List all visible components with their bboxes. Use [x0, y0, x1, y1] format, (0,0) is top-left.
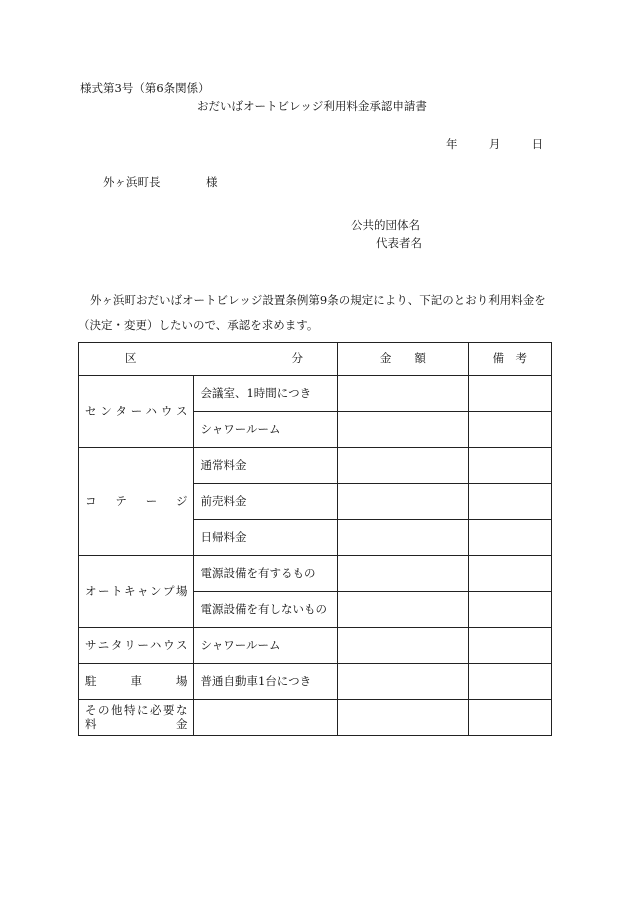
remarks-cell[interactable]: [468, 556, 551, 592]
date-year: 年: [446, 137, 458, 151]
amount-cell[interactable]: [338, 664, 469, 700]
category-other-line2: 料金: [85, 716, 188, 731]
table-row: [79, 376, 552, 412]
body-text-line-2: （決定・変更）したいので、承認を求めます。: [78, 318, 319, 332]
remarks-cell[interactable]: [468, 592, 551, 628]
category-other-fees: [79, 700, 194, 736]
category-cottage: コテージ: [79, 448, 194, 556]
addressee: 外ヶ浜町長: [103, 175, 161, 189]
header-kubun: [79, 343, 338, 376]
item-shower-room: シャワールーム: [194, 628, 338, 664]
table-header-row: [79, 343, 552, 376]
remarks-cell[interactable]: [468, 664, 551, 700]
remarks-cell[interactable]: [468, 448, 551, 484]
item-with-power: 電源設備を有するもの: [194, 556, 338, 592]
item-other[interactable]: [194, 700, 338, 736]
header-kubun-right: 分: [291, 351, 303, 366]
amount-cell[interactable]: [338, 628, 469, 664]
header-kubun-left: 区: [125, 351, 137, 366]
document-title: おだいばオートビレッジ利用料金承認申請書: [197, 99, 427, 113]
category-sanitary-house: サニタリーハウス: [79, 628, 194, 664]
form-number: 様式第3号（第6条関係）: [80, 81, 210, 95]
header-amount: 金 額: [338, 343, 469, 376]
remarks-cell[interactable]: [468, 484, 551, 520]
table-row: [79, 664, 552, 700]
category-center-house: センターハウス: [79, 376, 194, 448]
remarks-cell[interactable]: [468, 520, 551, 556]
amount-cell[interactable]: [338, 376, 469, 412]
header-remarks: 備 考: [468, 343, 551, 376]
amount-cell[interactable]: [338, 448, 469, 484]
item-per-car: 普通自動車1台につき: [194, 664, 338, 700]
item-meeting-room: 会議室、1時間につき: [194, 376, 338, 412]
remarks-cell[interactable]: [468, 700, 551, 736]
item-day-fee: 日帰料金: [194, 520, 338, 556]
table-row: [79, 448, 552, 484]
amount-cell[interactable]: [338, 592, 469, 628]
date-line: [446, 139, 543, 151]
category-parking: 駐車場: [79, 664, 194, 700]
amount-cell[interactable]: [338, 484, 469, 520]
date-month: 月: [488, 137, 501, 151]
honorific: 様: [206, 175, 218, 189]
body-text-line-1: 外ヶ浜町おだいばオートビレッジ設置条例第9条の規定により、下記のとおり利用料金を: [90, 293, 546, 307]
amount-cell[interactable]: [338, 700, 469, 736]
representative-label: 代表者名: [376, 236, 422, 250]
table-row: [79, 628, 552, 664]
item-without-power: 電源設備を有しないもの: [194, 592, 338, 628]
remarks-cell[interactable]: [468, 628, 551, 664]
table-row: [79, 556, 552, 592]
org-name-label: 公共的団体名: [351, 218, 420, 232]
remarks-cell[interactable]: [468, 412, 551, 448]
remarks-cell[interactable]: [468, 376, 551, 412]
amount-cell[interactable]: [338, 520, 469, 556]
amount-cell[interactable]: [338, 412, 469, 448]
date-day: 日: [531, 137, 544, 151]
item-regular-fee: 通常料金: [194, 448, 338, 484]
table-row: [79, 700, 552, 736]
item-shower-room: シャワールーム: [194, 412, 338, 448]
item-advance-fee: 前売料金: [194, 484, 338, 520]
category-other-line1: その他特に必要な: [85, 703, 188, 718]
category-auto-camp: オートキャンプ場: [79, 556, 194, 628]
fee-table: [78, 342, 552, 736]
amount-cell[interactable]: [338, 556, 469, 592]
